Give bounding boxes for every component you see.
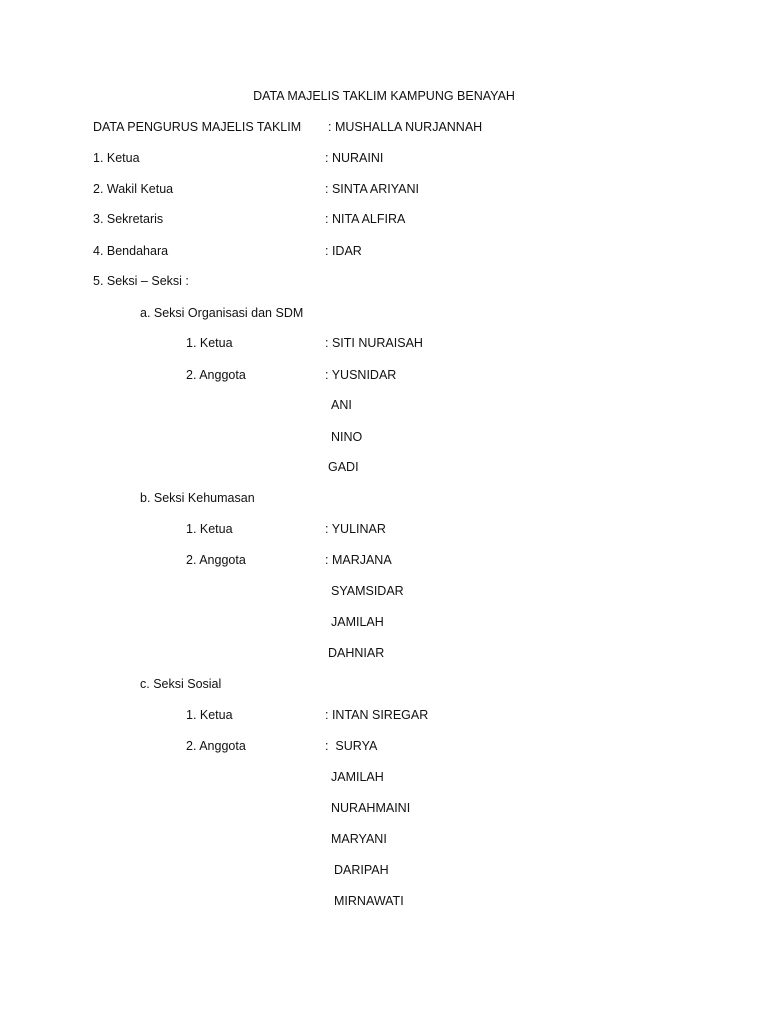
seksi-label: 5. Seksi – Seksi : <box>93 274 189 288</box>
pengurus-value: : MUSHALLA NURJANNAH <box>328 120 483 134</box>
seksi-anggota-name: MARYANI <box>331 832 387 846</box>
seksi-ketua-label: 1. Ketua <box>186 336 233 350</box>
seksi-anggota-name: MIRNAWATI <box>334 894 404 908</box>
bendahara-label: 4. Bendahara <box>93 244 169 258</box>
seksi-anggota-name: DAHNIAR <box>328 646 385 660</box>
seksi-anggota-name: NINO <box>331 430 363 444</box>
seksi-anggota-label: 2. Anggota <box>186 368 246 382</box>
seksi-ketua-value: : YULINAR <box>325 522 386 536</box>
seksi-heading: a. Seksi Organisasi dan SDM <box>140 306 304 320</box>
bendahara-value: : IDAR <box>325 244 362 258</box>
seksi-anggota-name: SYAMSIDAR <box>331 584 404 598</box>
seksi-ketua-value: : INTAN SIREGAR <box>325 708 429 722</box>
seksi-anggota-name: DARIPAH <box>334 863 389 877</box>
seksi-anggota-label: 2. Anggota <box>186 553 246 567</box>
seksi-heading: c. Seksi Sosial <box>140 677 222 691</box>
seksi-anggota-name: JAMILAH <box>331 615 384 629</box>
seksi-anggota-name: JAMILAH <box>331 770 384 784</box>
ketua-label: 1. Ketua <box>93 151 140 165</box>
ketua-value: : NURAINI <box>325 151 384 165</box>
seksi-anggota-value: : MARJANA <box>325 553 392 567</box>
wakil-ketua-value: : SINTA ARIYANI <box>325 182 420 196</box>
seksi-anggota-name: GADI <box>328 460 359 474</box>
pengurus-label: DATA PENGURUS MAJELIS TAKLIM <box>93 120 302 134</box>
sekretaris-value: : NITA ALFIRA <box>325 212 406 226</box>
seksi-heading: b. Seksi Kehumasan <box>140 491 255 505</box>
wakil-ketua-label: 2. Wakil Ketua <box>93 182 174 196</box>
seksi-anggota-name: NURAHMAINI <box>331 801 411 815</box>
sekretaris-label: 3. Sekretaris <box>93 212 164 226</box>
seksi-ketua-label: 1. Ketua <box>186 708 233 722</box>
seksi-anggota-value: : SURYA <box>325 739 378 753</box>
seksi-ketua-value: : SITI NURAISAH <box>325 336 423 350</box>
document-title: DATA MAJELIS TAKLIM KAMPUNG BENAYAH <box>253 89 515 103</box>
seksi-anggota-label: 2. Anggota <box>186 739 246 753</box>
seksi-ketua-label: 1. Ketua <box>186 522 233 536</box>
seksi-anggota-name: ANI <box>331 398 352 412</box>
seksi-anggota-value: : YUSNIDAR <box>325 368 397 382</box>
